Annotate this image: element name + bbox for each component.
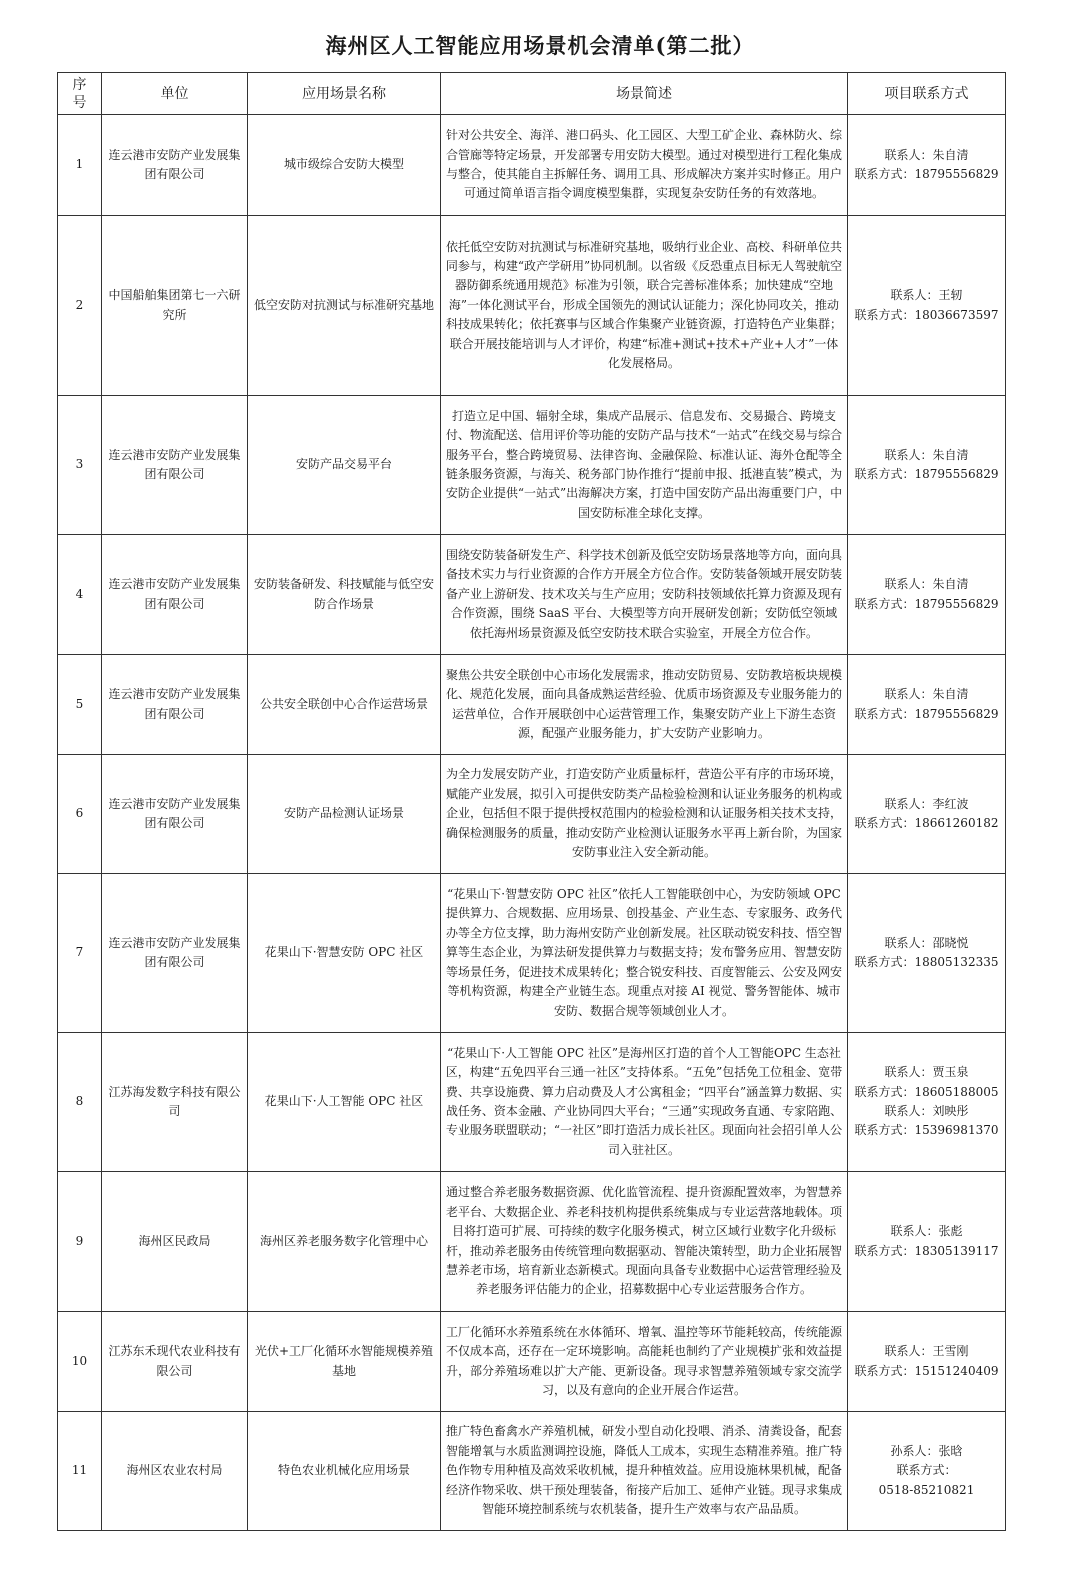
row-number: 8: [58, 1033, 102, 1172]
contact-line: 联系人：王雪刚: [884, 1344, 969, 1359]
table-header-row: [58, 73, 1006, 115]
row-unit: 连云港市安防产业发展集团有限公司: [102, 115, 248, 216]
row-contact: [848, 535, 1006, 655]
row-description: “花果山下·人工智能 OPC 社区”是海州区打造的首个人工智能OPC 生态社区，构建“五免四平台三通一社区”支持体系。“五免”包括免工位租金、宽带费、共享设施费、算力启动费及人才公寓租金；“四平台”涵盖算力数据、实战任务、资本金融、产业协同四大平台；“三通”实现政务直通、专家陪跑、专业服务联盟联动；“一社区”即打造活力成长社区。现面向社会招引单人公司入驻社区。: [441, 1033, 848, 1172]
header-seq-line1: 序: [72, 76, 87, 93]
contact-line: 联系方式：18661260182: [854, 816, 999, 830]
contact-line: 联系人：邵晓悦: [884, 935, 969, 950]
contact-line: 联系方式：: [896, 1463, 957, 1478]
contact-line: 联系方式：18605188005: [854, 1084, 999, 1099]
row-unit: 江苏海发数字科技有限公司: [102, 1033, 248, 1172]
table-row: [58, 396, 1006, 535]
contact-line: 孙系人：张晗: [890, 1443, 963, 1458]
row-number: 1: [58, 115, 102, 216]
contact-line: 联系方式：15396981370: [854, 1123, 999, 1138]
row-description: “花果山下·智慧安防 OPC 社区”依托人工智能联创中心，为安防领域 OPC 提供算力、合规数据、应用场景、创投基金、产业生态、专家服务、政务代办等全方位支撑，助力海州安防产业创新发展。社区联动锐安科技、悟空智算等生态企业，为算法研发提供算力与数据支持；发布警务应用、智慧安防等场景任务，促进技术成果转化；整合锐安科技、百度智能云、公安及网安等机构资源，构建全产业链生态。现重点对接 AI 视觉、警务智能体、城市安防、数据合规等领域创业人才。: [441, 874, 848, 1033]
row-description: 通过整合养老服务数据资源、优化监管流程、提升资源配置效率，为智慧养老平台、大数据企业、养老科技机构提供系统集成与专业运营落地载体。项目将打造可扩展、可持续的数字化服务模式，树立区域行业数字化升级标杆，推动养老服务由传统管理向数据驱动、智能决策转型，助力企业拓展智慧养老市场，培育新业态新模式。现面向具备专业数据中心运营管理经验及养老服务评估能力的企业，招募数据中心专业运营服务合作方。: [441, 1172, 848, 1312]
row-description: 针对公共安全、海洋、港口码头、化工园区、大型工矿企业、森林防火、综合管廊等特定场景，开发部署专用安防大模型。通过对模型进行工程化集成与整合，使其能自主拆解任务、调用工具、形成解决方案并实时修正。用户可通过简单语言指令调度模型集群，实现复杂安防任务的有效落地。: [441, 115, 848, 216]
table-row: [58, 115, 1006, 216]
contact-line: 联系方式：18795556829: [854, 167, 999, 181]
row-number: 10: [58, 1312, 102, 1412]
row-scene: 花果山下·智慧安防 OPC 社区: [248, 874, 441, 1033]
contact-line: 联系方式：18805132335: [854, 955, 999, 969]
row-description: 围绕安防装备研发生产、科学技术创新及低空安防场景落地等方向，面向具备技术实力与行业资源的合作方开展全方位合作。安防装备领域开展安防装备产业上游研发、技术攻关与生产应用；安防科技领域依托算力资源及现有合作资源，围绕 SaaS 平台、大模型等方向开展研发创新；安防低空领域依托海州场景资源及低空安防技术联合实验室，开展全方位合作。: [441, 535, 848, 655]
contact-line: 联系方式：18795556829: [854, 596, 999, 611]
row-unit: 中国船舶集团第七一六研究所: [102, 216, 248, 396]
opportunity-table: [57, 72, 1006, 1531]
contact-line: 联系人：贾玉泉: [884, 1065, 969, 1080]
row-scene: 海州区养老服务数字化管理中心: [248, 1172, 441, 1312]
row-description: 打造立足中国、辐射全球，集成产品展示、信息发布、交易撮合、跨境支付、物流配送、信用评价等功能的安防产品与技术“一站式”在线交易与综合服务平台，整合跨境贸易、法律咨询、金融保险、标准认证、海外仓配等全链条服务资源，与海关、税务部门协作推行“提前申报、抵港直装”模式，为安防企业提供“一站式”出海解决方案，打造中国安防产品出海重要门户，中国安防标准全球化支撑。: [441, 396, 848, 535]
header-desc: 场景简述: [441, 73, 848, 115]
table-row: [58, 1312, 1006, 1412]
row-contact: [848, 216, 1006, 396]
row-number: 11: [58, 1412, 102, 1531]
table-row: [58, 755, 1006, 874]
header-contact: 项目联系方式: [848, 73, 1006, 115]
header-seq-line2: 号: [72, 94, 87, 111]
contact-line: 联系人：刘映彤: [884, 1104, 969, 1118]
row-description: 为全力发展安防产业，打造安防产业质量标杆，营造公平有序的市场环境，赋能产业发展，拟引入可提供安防类产品检验检测和认证业务服务的机构或企业，包括但不限于提供授权范围内的检验检测和认证服务相关技术支持，确保检测服务的质量，推动安防产业检测认证服务水平再上新台阶，为国家安防事业注入安全新动能。: [441, 755, 848, 874]
table-row: [58, 216, 1006, 396]
contact-line: 联系方式：18795556829: [854, 467, 999, 481]
table-row: [58, 655, 1006, 755]
row-contact: [848, 655, 1006, 755]
row-scene: 低空安防对抗测试与标准研究基地: [248, 216, 441, 396]
contact-line: 联系人：张彪: [890, 1224, 963, 1239]
row-number: 3: [58, 396, 102, 535]
row-unit: 连云港市安防产业发展集团有限公司: [102, 655, 248, 755]
table-row: [58, 1172, 1006, 1312]
row-number: 2: [58, 216, 102, 396]
row-contact: [848, 1172, 1006, 1312]
row-number: 5: [58, 655, 102, 755]
header-seq: [58, 73, 102, 115]
row-description: 推广特色畜禽水产养殖机械，研发小型自动化投喂、消杀、清粪设备，配套智能增氧与水质监测调控设施，降低人工成本，实现生态精准养殖。推广特色作物专用种植及高效采收机械，提升种植效益。应用设施林果机械，配备经济作物采收、烘干预处理装备，衔接产后加工、延伸产业链。现寻求集成智能环境控制系统与农机装备，提升生产效率与农产品品质。: [441, 1412, 848, 1531]
contact-line: 联系人：朱自清: [884, 687, 969, 702]
table-row: [58, 535, 1006, 655]
row-contact: [848, 115, 1006, 216]
row-contact: [848, 755, 1006, 874]
row-number: 7: [58, 874, 102, 1033]
row-scene: 安防产品交易平台: [248, 396, 441, 535]
table-row: [58, 1412, 1006, 1531]
table-row: [58, 874, 1006, 1033]
row-number: 9: [58, 1172, 102, 1312]
contact-line: 联系人：王轫: [890, 288, 963, 303]
row-contact: [848, 1312, 1006, 1412]
row-description: 工厂化循环水养殖系统在水体循环、增氧、温控等环节能耗较高，传统能源不仅成本高，还存在一定环境影响。高能耗也制约了产业规模扩张和效益提升，部分养殖场难以扩大产能、更新设备。现寻求智慧养殖领域专家交流学习，以及有意向的企业开展合作运营。: [441, 1312, 848, 1412]
header-unit: 单位: [102, 73, 248, 115]
contact-line: 联系人：李红波: [884, 796, 969, 811]
table-row: [58, 1033, 1006, 1172]
contact-line: 联系方式：18305139117: [854, 1243, 999, 1258]
row-scene: 花果山下·人工智能 OPC 社区: [248, 1033, 441, 1172]
contact-line: 联系方式：15151240409: [854, 1363, 999, 1378]
contact-line: 联系人：朱自清: [884, 577, 969, 592]
row-unit: 江苏东禾现代农业科技有限公司: [102, 1312, 248, 1412]
contact-line: 联系人：朱自清: [884, 147, 969, 162]
row-unit: 海州区民政局: [102, 1172, 248, 1312]
contact-line: 联系人：朱自清: [884, 447, 969, 462]
row-contact: [848, 1412, 1006, 1531]
row-number: 6: [58, 755, 102, 874]
row-contact: [848, 1033, 1006, 1172]
contact-line: 0518-85210821: [878, 1482, 975, 1497]
row-scene: 光伏+工厂化循环水智能规模养殖基地: [248, 1312, 441, 1412]
row-unit: 连云港市安防产业发展集团有限公司: [102, 874, 248, 1033]
row-scene: 安防产品检测认证场景: [248, 755, 441, 874]
header-scene: 应用场景名称: [248, 73, 441, 115]
row-description: 依托低空安防对抗测试与标准研究基地，吸纳行业企业、高校、科研单位共同参与，构建“政产学研用”协同机制。以省级《反恐重点目标无人驾驶航空器防御系统通用规范》标准为引领，联合完善标准体系；加快建成“空地海”一体化测试平台，形成全国领先的测试认证能力；深化协同攻关，推动科技成果转化；依托赛事与区域合作集聚产业链资源，打造特色产业集群；联合开展技能培训与人才评价，构建“标准+测试+技术+产业+人才”一体化发展格局。: [441, 216, 848, 396]
row-scene: 城市级综合安防大模型: [248, 115, 441, 216]
row-unit: 连云港市安防产业发展集团有限公司: [102, 535, 248, 655]
row-scene: 公共安全联创中心合作运营场景: [248, 655, 441, 755]
contact-line: 联系方式：18795556829: [854, 706, 999, 721]
row-unit: 连云港市安防产业发展集团有限公司: [102, 755, 248, 874]
row-unit: 连云港市安防产业发展集团有限公司: [102, 396, 248, 535]
row-number: 4: [58, 535, 102, 655]
row-contact: [848, 396, 1006, 535]
row-contact: [848, 874, 1006, 1033]
row-scene: 特色农业机械化应用场景: [248, 1412, 441, 1531]
row-unit: 海州区农业农村局: [102, 1412, 248, 1531]
page-title: 海州区人工智能应用场景机会清单(第二批）: [325, 33, 755, 58]
row-scene: 安防装备研发、科技赋能与低空安防合作场景: [248, 535, 441, 655]
contact-line: 联系方式：18036673597: [854, 307, 999, 322]
row-description: 聚焦公共安全联创中心市场化发展需求，推动安防贸易、安防教培板块规模化、规范化发展，面向具备成熟运营经验、优质市场资源及专业服务能力的运营单位，合作开展联创中心运营管理工作，集聚安防产业上下游生态资源，配强产业服务能力，扩大安防产业影响力。: [441, 655, 848, 755]
